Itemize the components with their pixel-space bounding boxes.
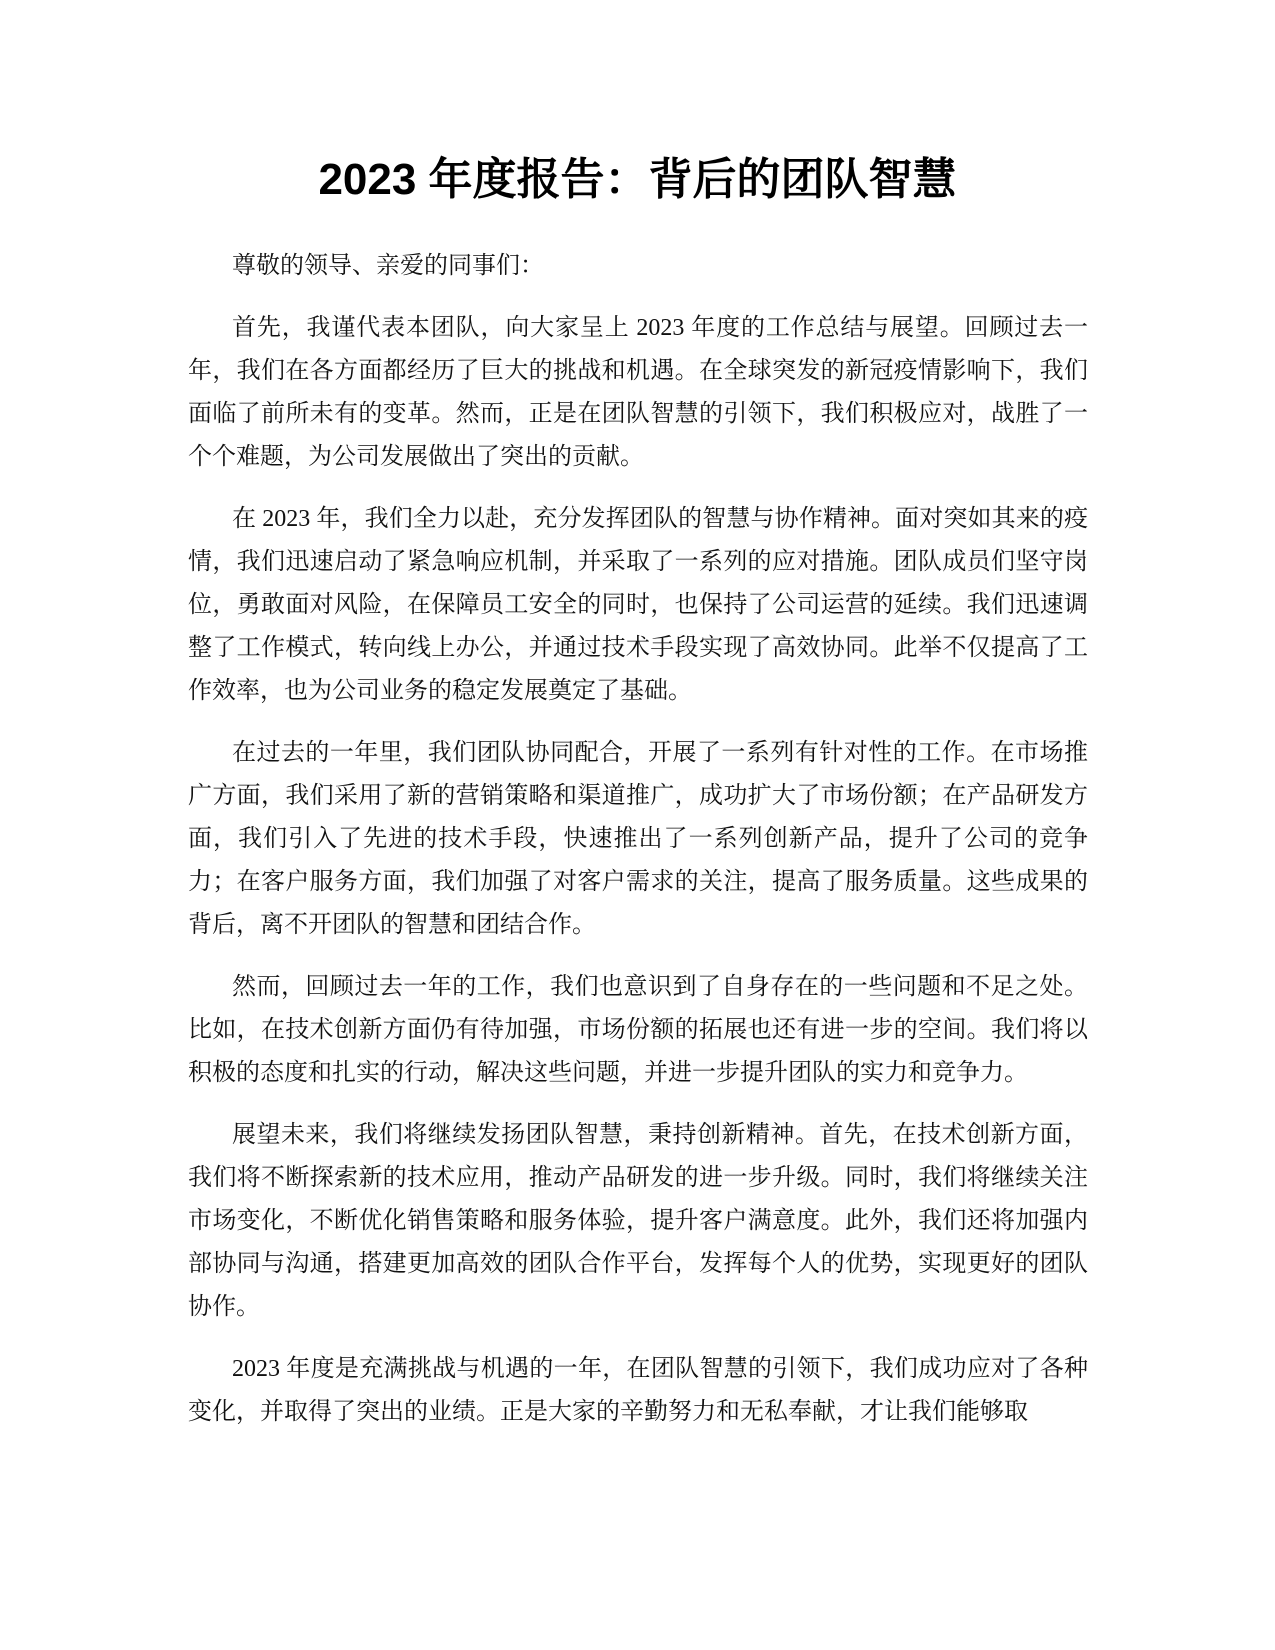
body-paragraph: 首先，我谨代表本团队，向大家呈上 2023 年度的工作总结与展望。回顾过去一年，我们在各方面都经历了巨大的挑战和机遇。在全球突发的新冠疫情影响下，我们面临了前所未有的变革。然而，正是在团队智慧的引领下，我们积极应对，战胜了一个个难题，为公司发展做出了突出的贡献。: [188, 315, 1088, 470]
document-body: [188, 245, 1088, 1453]
body-paragraph: 在 2023 年，我们全力以赴，充分发挥团队的智慧与协作精神。面对突如其来的疫情，我们迅速启动了紧急响应机制，并采取了一系列的应对措施。团队成员们坚守岗位，勇敢面对风险，在保障员工安全的同时，也保持了公司运营的延续。我们迅速调整了工作模式，转向线上办公，并通过技术手段实现了高效协同。此举不仅提高了工作效率，也为公司业务的稳定发展奠定了基础。: [188, 506, 1088, 704]
body-paragraph: 展望未来，我们将继续发扬团队智慧，秉持创新精神。首先，在技术创新方面，我们将不断探索新的技术应用，推动产品研发的进一步升级。同时，我们将继续关注市场变化，不断优化销售策略和服务体验，提升客户满意度。此外，我们还将加强内部协同与沟通，搭建更加高效的团队合作平台，发挥每个人的优势，实现更好的团队协作。: [188, 1122, 1088, 1320]
salutation-paragraph: 尊敬的领导、亲爱的同事们：: [232, 253, 544, 279]
body-paragraph: 在过去的一年里，我们团队协同配合，开展了一系列有针对性的工作。在市场推广方面，我们采用了新的营销策略和渠道推广，成功扩大了市场份额；在产品研发方面，我们引入了先进的技术手段，快速推出了一系列创新产品，提升了公司的竞争力；在客户服务方面，我们加强了对客户需求的关注，提高了服务质量。这些成果的背后，离不开团队的智慧和团结合作。: [188, 740, 1088, 938]
body-paragraph: 然而，回顾过去一年的工作，我们也意识到了自身存在的一些问题和不足之处。比如，在技术创新方面仍有待加强，市场份额的拓展也还有进一步的空间。我们将以积极的态度和扎实的行动，解决这些问题，并进一步提升团队的实力和竞争力。: [188, 974, 1088, 1086]
document-title: 2023 年度报告：背后的团队智慧: [318, 155, 957, 204]
body-paragraph: 2023 年度是充满挑战与机遇的一年，在团队智慧的引领下，我们成功应对了各种变化，并取得了突出的业绩。正是大家的辛勤努力和无私奉献，才让我们能够取: [188, 1356, 1088, 1425]
